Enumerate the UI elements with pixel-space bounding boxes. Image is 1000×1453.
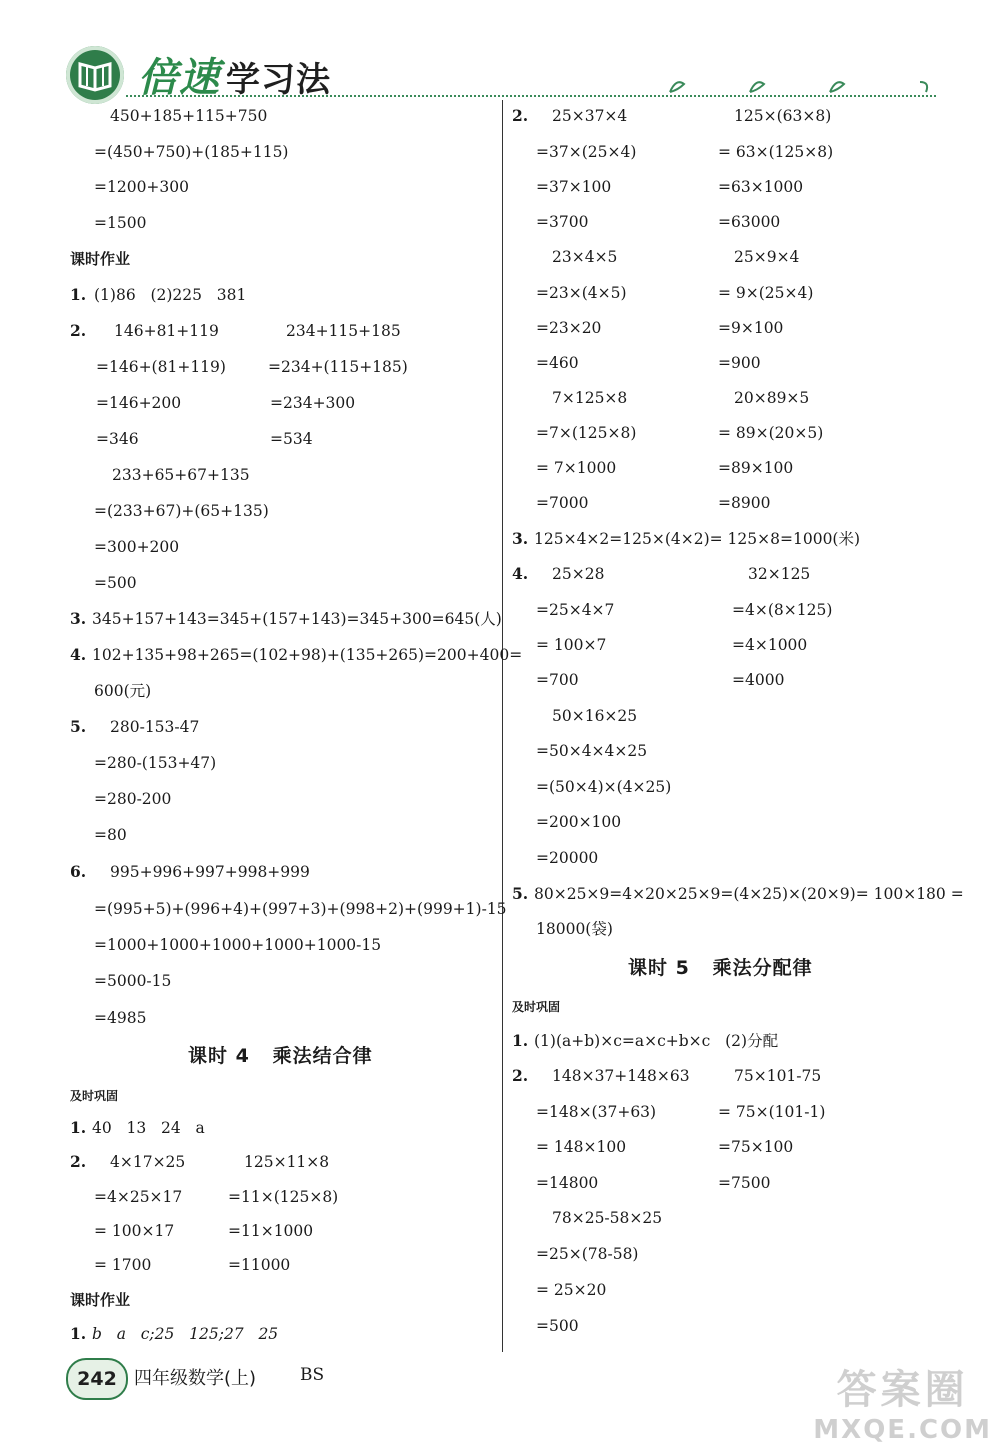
line: =9×100: [718, 319, 784, 337]
line: =346: [96, 430, 139, 448]
line: =500: [94, 574, 137, 592]
page-header: [0, 0, 1000, 100]
line: 125×(63×8): [734, 107, 832, 125]
brand-sub: 学习法: [226, 60, 331, 100]
line: =4×25×17: [94, 1188, 183, 1206]
header-dotted-rule: [126, 95, 936, 97]
page-number: 242: [66, 1358, 128, 1400]
line: =234+300: [270, 394, 356, 412]
line: 450+185+115+750: [110, 107, 268, 125]
line: =1200+300: [94, 178, 190, 196]
line: = 75×(101-1): [718, 1103, 826, 1121]
section-subheading: 及时巩固: [512, 1000, 561, 1014]
line: =(995+5)+(996+4)+(997+3)+(998+2)+(999+1)-15: [94, 900, 507, 918]
line: 102+135+98+265=(102+98)+(135+265)=200+400=: [92, 646, 523, 664]
line: =7500: [718, 1174, 771, 1192]
line: =200×100: [536, 813, 622, 831]
line: =37×(25×4): [536, 143, 637, 161]
question-number: 5.: [70, 717, 87, 736]
line: = 148×100: [536, 1138, 627, 1156]
line: 23×4×5: [552, 248, 618, 266]
line: 75×101-75: [734, 1067, 822, 1085]
question-number: 6.: [70, 862, 87, 881]
question-number: 1.: [70, 1118, 87, 1137]
line: =4×(8×125): [732, 601, 833, 619]
line: =63000: [718, 213, 781, 231]
line: =20000: [536, 849, 599, 867]
question-number: 5.: [512, 884, 529, 903]
line: =11×(125×8): [228, 1188, 339, 1206]
line: =280-200: [94, 790, 172, 808]
line: =3700: [536, 213, 589, 231]
line: (1)(a+b)×c=a×c+b×c (2)分配: [534, 1032, 779, 1050]
homework-heading: 课时作业: [70, 250, 131, 268]
line: 25×9×4: [734, 248, 800, 266]
book-title: 四年级数学(上): [134, 1368, 257, 1389]
line: b a c;25 125;27 25: [92, 1325, 279, 1343]
brand-main: 倍速: [138, 55, 220, 101]
line: =300+200: [94, 538, 180, 556]
line: 233+65+67+135: [112, 466, 250, 484]
line: =25×4×7: [536, 601, 615, 619]
line: =1500: [94, 214, 147, 232]
line: =(50×4)×(4×25): [536, 778, 672, 796]
line: = 1700: [94, 1256, 152, 1274]
section-subheading: 及时巩固: [70, 1089, 119, 1103]
line: 600(元): [94, 682, 152, 700]
line: =25×(78-58): [536, 1245, 639, 1263]
line: 125×4×2=125×(4×2)= 125×8=1000(米): [534, 530, 861, 548]
line: =234+(115+185): [268, 358, 408, 376]
line: =(233+67)+(65+135): [94, 502, 269, 520]
line: =146+(81+119): [96, 358, 226, 376]
line: 280-153-47: [110, 718, 200, 736]
line: =146+200: [96, 394, 182, 412]
line: =7×(125×8): [536, 424, 637, 442]
line: 125×11×8: [244, 1153, 330, 1171]
page-footer: [66, 1358, 466, 1398]
line: 25×37×4: [552, 107, 628, 125]
edition-code: BS: [300, 1365, 325, 1385]
line: (1)86 (2)225 381: [94, 286, 247, 304]
line: 148×37+148×63: [552, 1067, 690, 1085]
line: = 100×17: [94, 1222, 175, 1240]
line: = 89×(20×5): [718, 424, 824, 442]
line: 50×16×25: [552, 707, 638, 725]
line: =460: [536, 354, 579, 372]
line: 4×17×25: [110, 1153, 186, 1171]
line: =534: [270, 430, 313, 448]
line: =11000: [228, 1256, 291, 1274]
watermark-url: MXQE.COM: [813, 1415, 992, 1445]
line: =5000-15: [94, 972, 172, 990]
section-title: 课时 4 乘法结合律: [188, 1045, 373, 1067]
line: 40 13 24 a: [92, 1119, 205, 1137]
book-logo-icon: [66, 46, 124, 104]
line: =4×1000: [732, 636, 808, 654]
question-number: 4.: [70, 645, 87, 664]
line: = 100×7: [536, 636, 607, 654]
line: =63×1000: [718, 178, 804, 196]
line: =89×100: [718, 459, 794, 477]
line: =80: [94, 826, 127, 844]
line: =23×20: [536, 319, 602, 337]
line: 995+996+997+998+999: [110, 863, 310, 881]
line: =1000+1000+1000+1000+1000-15: [94, 936, 382, 954]
line: 345+157+143=345+(157+143)=345+300=645(人): [92, 610, 502, 628]
question-number: 2.: [70, 1152, 87, 1171]
homework-heading: 课时作业: [70, 1291, 131, 1309]
question-number: 1.: [512, 1031, 529, 1050]
line: 25×28: [552, 565, 605, 583]
line: 146+81+119: [114, 322, 219, 340]
line: 32×125: [748, 565, 811, 583]
question-number: 2.: [512, 106, 529, 125]
line: =7000: [536, 494, 589, 512]
line: = 25×20: [536, 1281, 607, 1299]
line: =280-(153+47): [94, 754, 217, 772]
line: =500: [536, 1317, 579, 1335]
line: =4000: [732, 671, 785, 689]
line: =23×(4×5): [536, 284, 627, 302]
question-number: 2.: [70, 321, 87, 340]
line: =700: [536, 671, 579, 689]
line: =(450+750)+(185+115): [94, 143, 289, 161]
line: =37×100: [536, 178, 612, 196]
line: =4985: [94, 1009, 147, 1027]
question-number: 1.: [70, 285, 87, 304]
line: 234+115+185: [286, 322, 401, 340]
line: =11×1000: [228, 1222, 314, 1240]
line: 78×25-58×25: [552, 1209, 663, 1227]
line: 7×125×8: [552, 389, 628, 407]
watermark: [813, 1358, 992, 1445]
line: =8900: [718, 494, 771, 512]
line: =900: [718, 354, 761, 372]
line: =50×4×4×25: [536, 742, 648, 760]
column-divider: [502, 100, 503, 1352]
line: = 9×(25×4): [718, 284, 814, 302]
question-number: 1.: [70, 1324, 87, 1343]
question-number: 2.: [512, 1066, 529, 1085]
line: = 63×(125×8): [718, 143, 834, 161]
line: 80×25×9=4×20×25×9=(4×25)×(20×9)= 100×180 =: [534, 885, 964, 903]
line: = 7×1000: [536, 459, 617, 477]
watermark-title: 答案圈: [836, 1367, 969, 1413]
line: 18000(袋): [536, 920, 613, 938]
question-number: 3.: [512, 529, 529, 548]
line: =75×100: [718, 1138, 794, 1156]
section-title: 课时 5 乘法分配律: [628, 957, 813, 979]
line: =148×(37+63): [536, 1103, 657, 1121]
line: =14800: [536, 1174, 599, 1192]
question-number: 3.: [70, 609, 87, 628]
question-number: 4.: [512, 564, 529, 583]
line: 20×89×5: [734, 389, 810, 407]
